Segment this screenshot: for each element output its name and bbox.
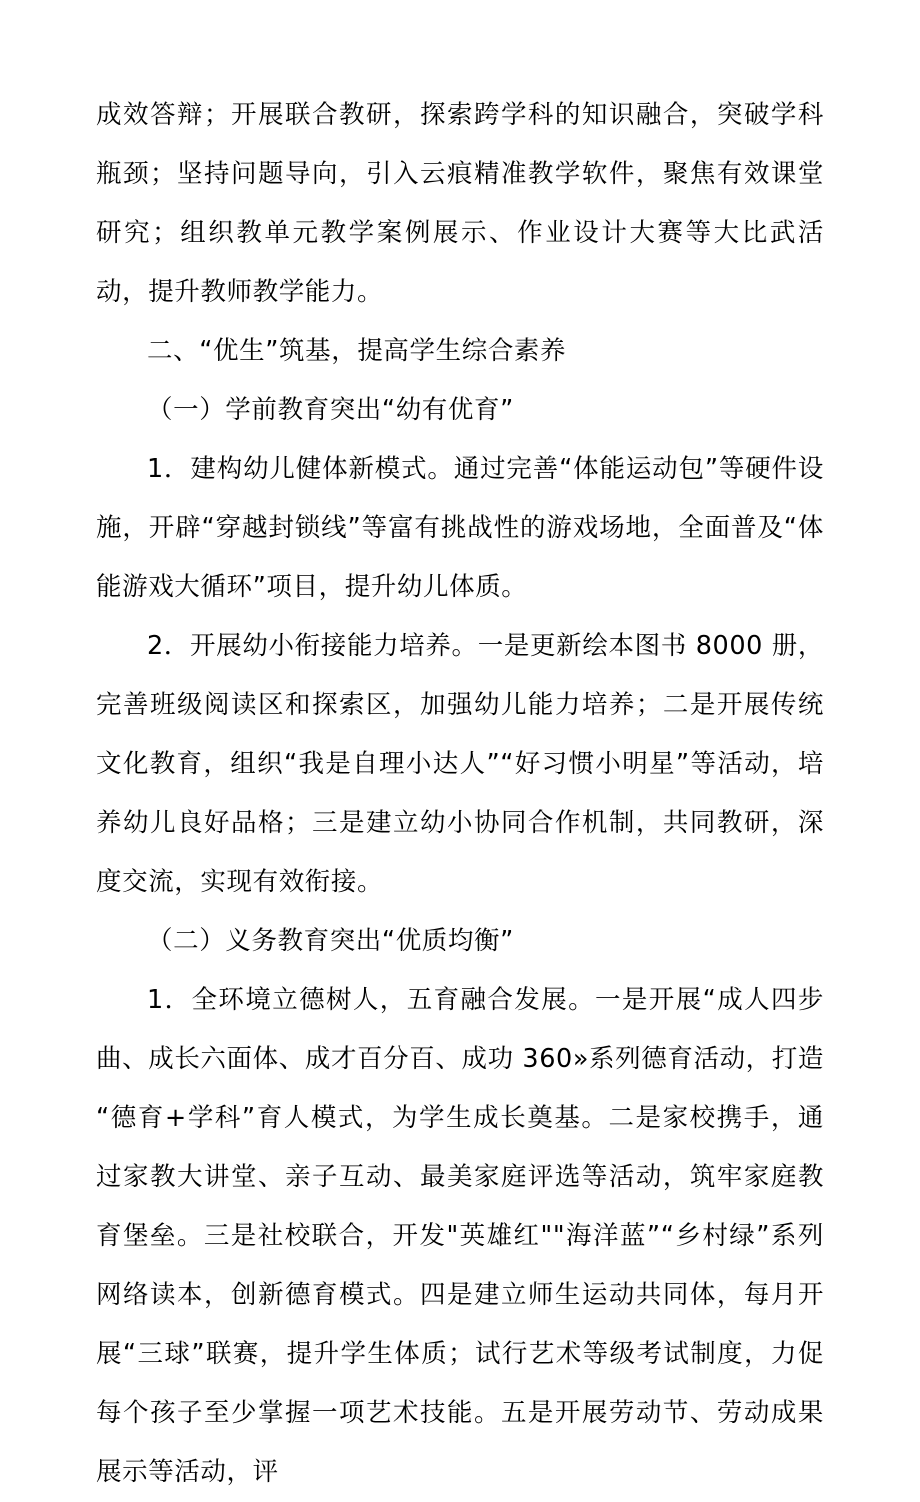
document-body: [96, 86, 824, 1502]
paragraph-preschool-item-2: 2．开展幼小衔接能力培养。一是更新绘本图书 8000 册，完善班级阅读区和探索区，加强幼儿能力培养；二是开展传统文化教育，组织“我是自理小达人”“好习惯小明星”等活动，培养幼儿良好品格；三是建立幼小协同合作机制，共同教研，深度交流，实现有效衔接。: [96, 631, 824, 897]
paragraph-preschool-item-1: 1．建构幼儿健体新模式。通过完善“体能运动包”等硬件设施，开辟“穿越封锁线”等富有挑战性的游戏场地，全面普及“体能游戏大循环”项目，提升幼儿体质。: [96, 454, 824, 602]
paragraph-heading-two: 二、“优生”筑基，提高学生综合素养: [147, 336, 567, 366]
paragraph-heading-preschool: （一）学前教育突出“幼有优育”: [147, 395, 514, 425]
paragraph-heading-compulsory: （二）义务教育突出“优质均衡”: [147, 926, 514, 956]
paragraph-compulsory-item-1: 1．全环境立德树人，五育融合发展。一是开展“成人四步曲、成长六面体、成才百分百、成功 360»系列德育活动，打造“德育+学科”育人模式，为学生成长奠基。二是家校携手，通过家教大讲堂、亲子互动、最美家庭评选等活动，筑牢家庭教育堡垒。三是社校联合，开发"英雄红""海洋蓝”“乡村绿”系列网络读本，创新德育模式。四是建立师生运动共同体，每月开展“三球”联赛，提升学生体质；试行艺术等级考试制度，力促每个孩子至少掌握一项艺术技能。五是开展劳动节、劳动成果展示等活动，评: [96, 985, 824, 1487]
paragraph-continued-teaching-research: 成效答辩；开展联合教研，探索跨学科的知识融合，突破学科瓶颈；坚持问题导向，引入云痕精准教学软件，聚焦有效课堂研究；组织教单元教学案例展示、作业设计大赛等大比武活动，提升教师教学能力。: [96, 100, 824, 307]
